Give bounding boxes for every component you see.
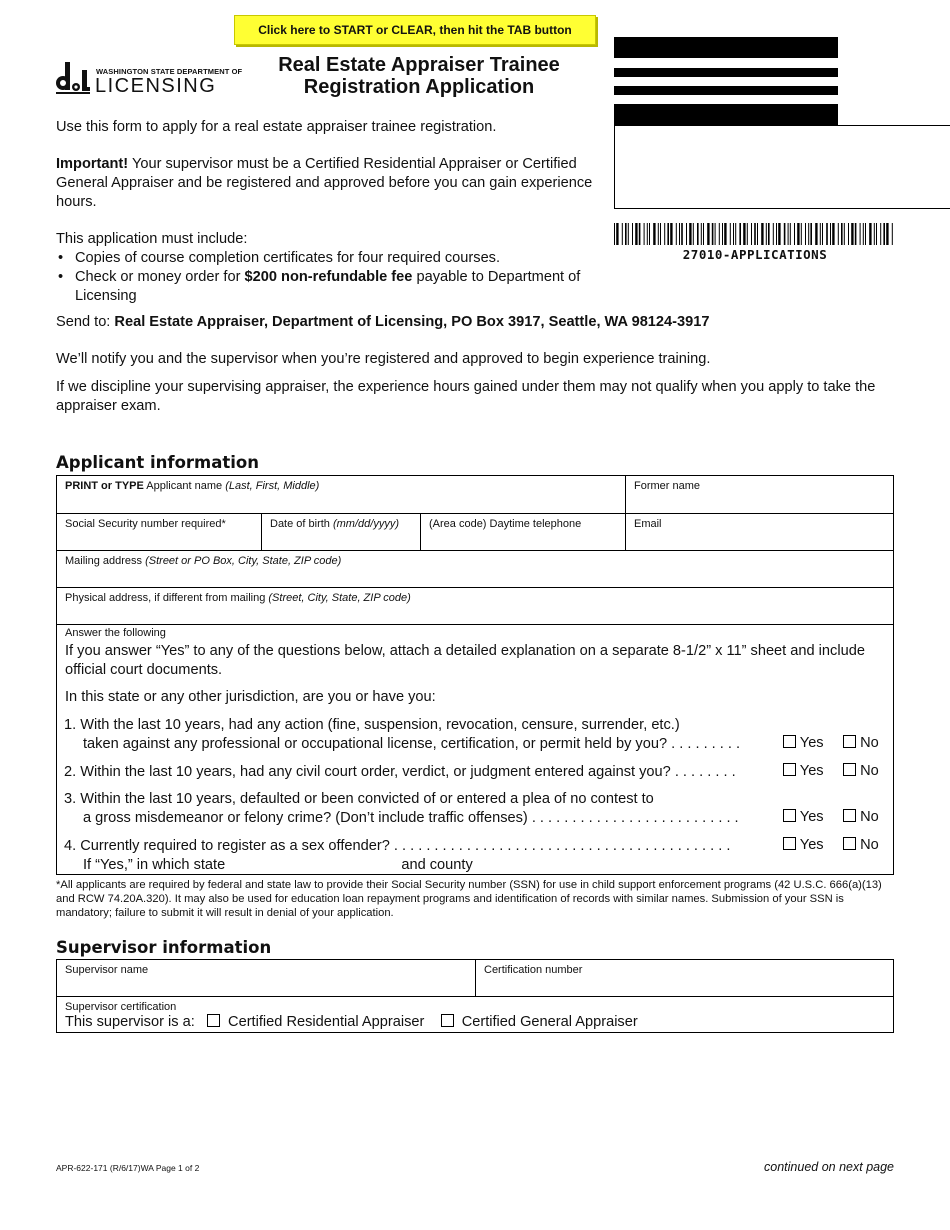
yes-label: Yes: [799, 763, 824, 779]
q4-no-checkbox[interactable]: [843, 837, 856, 850]
bullet-text: payable to Department of Licensing: [75, 269, 581, 304]
question-3-line-2: a gross misdemeanor or felony crime? (Don’t include traffic offenses) . . . . . . . . . . . . . . . . . . . . . . . . . .: [83, 810, 739, 826]
q4-county-input[interactable]: [477, 861, 645, 875]
dob-field[interactable]: [262, 514, 421, 551]
no-label: No: [860, 763, 879, 779]
logo-small-text: WASHINGTON STATE DEPARTMENT OF: [96, 67, 243, 76]
supervisor-type-label: This supervisor is a:: [65, 1014, 195, 1030]
certification-number-label: Certification number: [484, 964, 583, 976]
general-checkbox[interactable]: [441, 1014, 454, 1027]
answer-label: Answer the following: [65, 627, 166, 639]
q2-no-checkbox[interactable]: [843, 763, 856, 776]
send-to-address: Real Estate Appraiser, Department of Licensing, PO Box 3917, Seattle, WA 98124-3917: [114, 314, 710, 330]
phone-label: (Area code) Daytime telephone: [429, 518, 582, 530]
send-to-label: Send to:: [56, 314, 115, 330]
question-1-line-2: taken against any professional or occupational license, certification, or permit held by you? . . . . . . . . .: [83, 736, 741, 752]
yes-label: Yes: [799, 809, 824, 825]
question-1: [64, 716, 894, 754]
no-label: No: [860, 837, 879, 853]
q3-yes-checkbox[interactable]: [783, 809, 796, 822]
name-label-bold: PRINT or TYPE: [65, 480, 144, 492]
redaction-bar: [614, 86, 838, 95]
list-item: [56, 268, 596, 306]
q1-no-checkbox[interactable]: [843, 735, 856, 748]
question-3: [64, 790, 894, 828]
q2-yes-option[interactable]: [783, 763, 824, 779]
redaction-bar: [614, 104, 838, 126]
intro-block: [56, 118, 596, 306]
residential-label: Certified Residential Appraiser: [228, 1014, 425, 1030]
q4-no-option[interactable]: [843, 837, 879, 853]
form-number: APR-622-171 (R/6/17)WA Page 1 of 2: [56, 1163, 200, 1173]
ssn-footnote: *All applicants are required by federal and state law to provide their Social Security number (SSN) for use in child support enforcement programs (42 U.S.C. 666(a)(13) and RCW 74.20A.320). It may also be used for education loan repayment programs and identification of records with similar names. Submission of your SSN is mandatory; failure to submit it will result in denial of your application.: [56, 879, 882, 919]
physical-address-field[interactable]: [57, 588, 894, 625]
title-line-1: Real Estate Appraiser Trainee: [278, 54, 560, 76]
office-use-box: [614, 125, 950, 209]
q4-state-input[interactable]: [229, 861, 397, 875]
supervisor-name-field[interactable]: [57, 960, 476, 997]
start-clear-button[interactable]: Click here to START or CLEAR, then hit the TAB button: [234, 15, 596, 45]
q3-yes-option[interactable]: [783, 809, 824, 825]
must-include-text: This application must include:: [56, 231, 248, 247]
notify-text: We’ll notify you and the supervisor when you’re registered and approved to begin experience training.: [56, 351, 711, 367]
page-title: [238, 54, 600, 98]
ssn-label: Social Security number required*: [65, 518, 226, 530]
physical-label: Physical address, if different from mailing: [65, 592, 269, 604]
discipline-text: If we discipline your supervising appraiser, the experience hours gained under them may not qualify when you apply to take the appraiser exam.: [56, 379, 876, 414]
former-name-field[interactable]: [626, 476, 894, 514]
question-3-line-1: 3. Within the last 10 years, defaulted or been convicted of or entered a plea of no contest to: [64, 791, 654, 807]
continued-note: continued on next page: [764, 1160, 894, 1174]
yes-label: Yes: [799, 735, 824, 751]
bullet-text: Copies of course completion certificates for four required courses.: [75, 250, 501, 266]
no-label: No: [860, 809, 879, 825]
list-item: [56, 249, 596, 268]
mailing-hint: (Street or PO Box, City, State, ZIP code): [145, 555, 342, 567]
supervisor-certification-label: Supervisor certification: [65, 1001, 177, 1013]
question-4: [64, 837, 894, 875]
q4-state-label: If “Yes,” in which state: [83, 857, 226, 873]
applicant-section-title: Applicant information: [56, 453, 260, 472]
question-2-text: 2. Within the last 10 years, had any civil court order, verdict, or judgment entered against you? . . . . . . . .: [64, 764, 736, 780]
former-name-label: Former name: [634, 480, 701, 492]
jurisdiction-text: In this state or any other jurisdiction, are you or have you:: [65, 689, 436, 705]
certification-number-field[interactable]: [476, 960, 893, 997]
supervisor-section-title: Supervisor information: [56, 938, 272, 957]
fee-text: $200 non-refundable fee: [244, 269, 413, 285]
q3-no-checkbox[interactable]: [843, 809, 856, 822]
bullet-text: Check or money order for: [75, 269, 245, 285]
redaction-bar: [614, 68, 838, 77]
dob-hint: (mm/dd/yyyy): [332, 518, 399, 530]
q4-yes-checkbox[interactable]: [783, 837, 796, 850]
name-hint: (Last, First, Middle): [225, 480, 320, 492]
title-line-2: Registration Application: [303, 76, 535, 98]
important-paragraph: [56, 155, 596, 212]
supervisor-table: [56, 959, 894, 1033]
barcode-icon: [614, 223, 896, 245]
q4-county-label: and county: [401, 857, 473, 873]
supervisor-certification-row: [57, 997, 893, 1032]
residential-checkbox[interactable]: [207, 1014, 220, 1027]
q2-yes-checkbox[interactable]: [783, 763, 796, 776]
no-label: No: [860, 735, 879, 751]
question-4-text: 4. Currently required to register as a sex offender? . . . . . . . . . . . . . . . . . . . . . . . . . . . . . . . . . . . . . . . . . .: [64, 838, 731, 854]
logo-big-text: LICENSING: [95, 75, 217, 97]
email-label: Email: [634, 518, 662, 530]
q1-yes-checkbox[interactable]: [783, 735, 796, 748]
q3-no-option[interactable]: [843, 809, 879, 825]
dob-label: Date of birth: [270, 518, 333, 530]
send-to-line: [56, 313, 916, 332]
q2-no-option[interactable]: [843, 763, 879, 779]
question-4-followup: [64, 856, 894, 875]
answer-instructions: If you answer “Yes” to any of the questions below, attach a detailed explanation on a separate 8-1/2” x 11” sheet and include official court documents.: [65, 643, 865, 678]
general-label: Certified General Appraiser: [461, 1014, 638, 1030]
barcode-label: 27010-APPLICATIONS: [682, 247, 828, 262]
q4-yes-option[interactable]: [783, 837, 824, 853]
question-1-line-1: 1. With the last 10 years, had any action (fine, suspension, revocation, censure, surrender, etc.): [64, 717, 680, 733]
dol-logo: [56, 62, 243, 98]
ssn-field[interactable]: [57, 514, 262, 551]
applicant-name-field[interactable]: [57, 476, 626, 514]
question-2: [64, 763, 894, 782]
intro-paragraph: Use this form to apply for a real estate appraiser trainee registration.: [56, 119, 497, 135]
phone-field[interactable]: [421, 514, 626, 551]
supervisor-type-line: [65, 1014, 885, 1030]
dol-logo-icon: [56, 62, 90, 94]
supervisor-name-label: Supervisor name: [65, 964, 149, 976]
important-label: Important!: [56, 156, 129, 172]
important-text: Your supervisor must be a Certified Residential Appraiser or Certified General Appraiser and be registered and approved before you can gain experience hours.: [56, 156, 593, 210]
q1-yes-option[interactable]: [783, 735, 824, 751]
redaction-bar: [614, 37, 838, 58]
mailing-label: Mailing address: [65, 555, 146, 567]
name-label: Applicant name: [143, 480, 226, 492]
email-field[interactable]: [626, 514, 894, 551]
q1-no-option[interactable]: [843, 735, 879, 751]
yes-label: Yes: [799, 837, 824, 853]
physical-hint: (Street, City, State, ZIP code): [268, 592, 411, 604]
mailing-address-field[interactable]: [57, 551, 894, 588]
